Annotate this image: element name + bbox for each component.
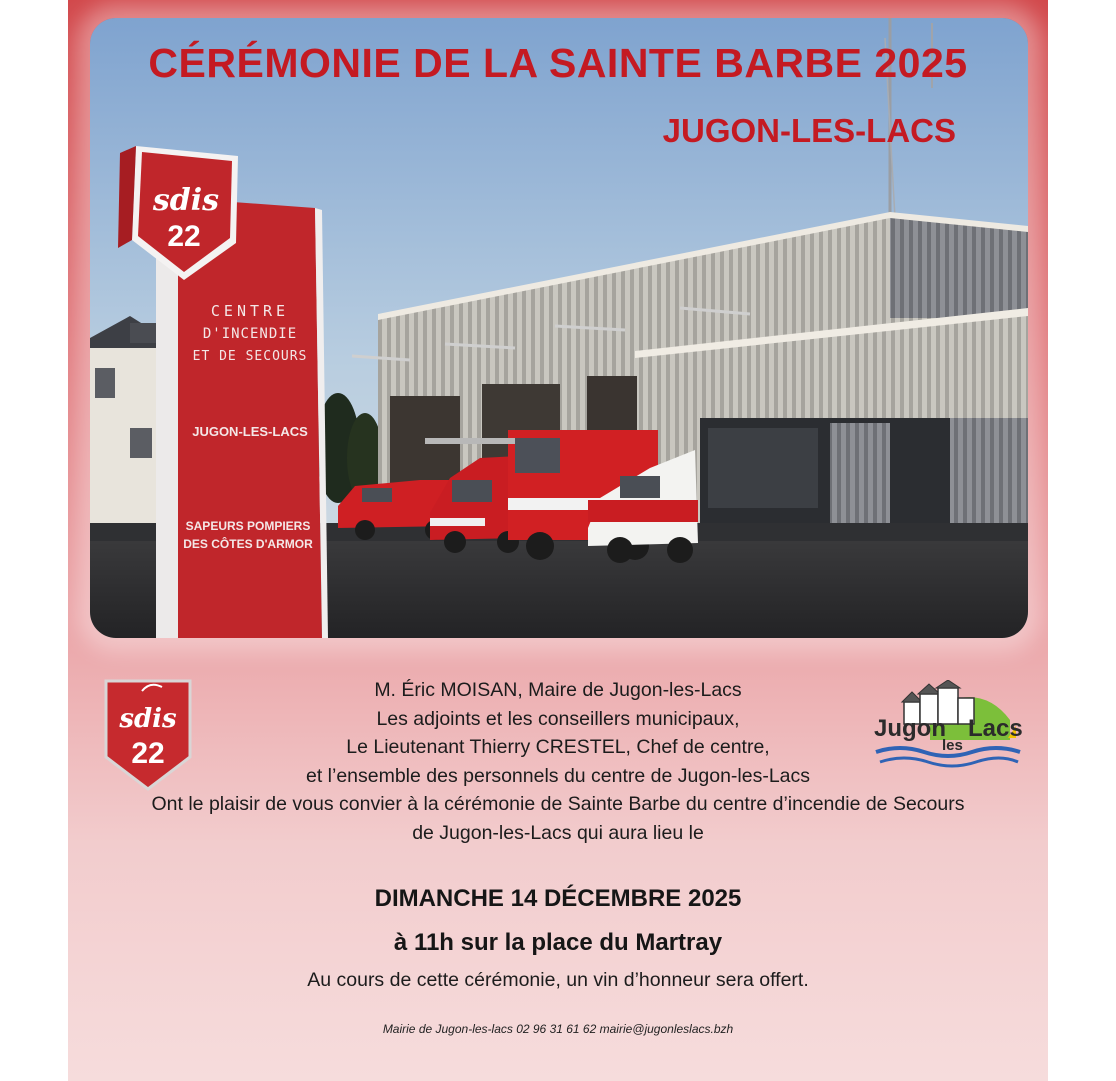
page-title: CÉRÉMONIE DE LA SAINTE BARBE 2025 <box>148 40 968 86</box>
invitation-page <box>68 0 1048 1081</box>
fire-station-illustration <box>90 18 1028 638</box>
fire-station-photo <box>90 18 1028 638</box>
jugon-logo-word-3: Lacs <box>968 715 1023 742</box>
page-subtitle: JUGON-LES-LACS <box>662 112 956 149</box>
sdis-logo-text: sdis <box>119 704 177 734</box>
sign-footer-1: SAPEURS POMPIERS <box>185 519 311 533</box>
sign-logo-number: 22 <box>167 220 201 253</box>
sign-line-1: CENTRE <box>210 302 290 320</box>
sdis-logo-number: 22 <box>131 737 165 770</box>
invitation-text <box>88 676 1028 848</box>
invitation-line: Ont le plaisir de vous convier à la cérémonie de Sainte Barbe du centre d’incendie de Secours <box>151 793 965 816</box>
sign-town: JUGON-LES-LACS <box>192 424 308 439</box>
invitation-line: de Jugon-les-Lacs qui aura lieu le <box>412 821 704 844</box>
event-note: Au cours de cette cérémonie, un vin d’honneur sera offert. <box>307 969 809 991</box>
event-place: à 11h sur la place du Martray <box>393 929 723 956</box>
invitation-line: Le Lieutenant Thierry CRESTEL, Chef de centre, <box>346 736 770 759</box>
sign-line-3: ET DE SECOURS <box>192 349 308 364</box>
sign-logo-text: sdis <box>152 183 220 218</box>
event-date: DIMANCHE 14 DÉCEMBRE 2025 <box>374 885 742 912</box>
jugon-logo-word-1: Jugon <box>874 715 946 742</box>
house-left <box>90 316 165 538</box>
sign-footer-2: DES CÔTES D'ARMOR <box>183 537 313 551</box>
contact-footer: Mairie de Jugon-les-lacs 02 96 31 61 62 mairie@jugonleslacs.bzh <box>382 1022 734 1036</box>
sign-line-2: D'INCENDIE <box>202 326 298 342</box>
invitation-line: Les adjoints et les conseillers municipaux, <box>376 707 740 730</box>
jugon-logo-word-2: les <box>942 737 963 754</box>
invitation-line: et l’ensemble des personnels du centre de Jugon-les-Lacs <box>305 764 811 787</box>
invitation-line: M. Éric MOISAN, Maire de Jugon-les-Lacs <box>374 679 742 701</box>
